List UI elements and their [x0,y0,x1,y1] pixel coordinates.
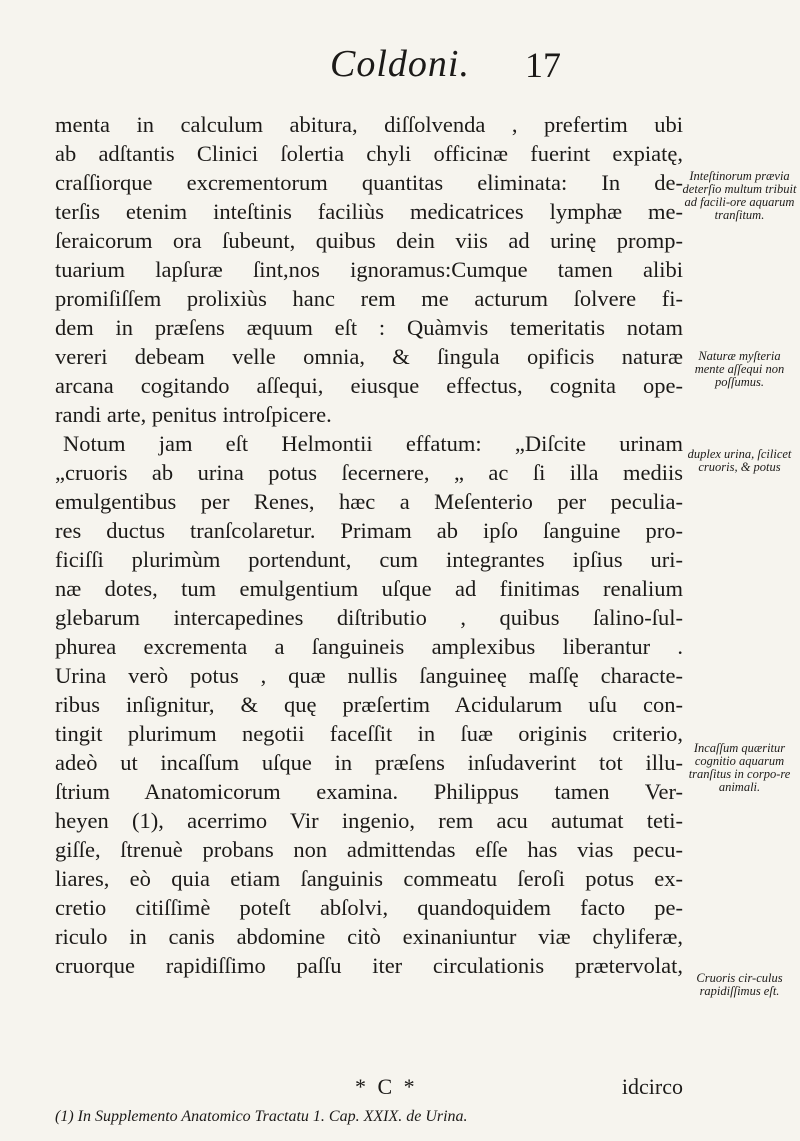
marginal-note: Naturæ myſteria mente aſſequi non poſſumus. [694,349,785,389]
text-line: dem in præſens æquum eſt : Quàmvis temeritatis notam [55,315,683,340]
signature-mark: * C * [355,1074,418,1099]
text-line: craſſiorque excrementorum quantitas eliminata: In de- [55,170,683,195]
text-line: cruorque rapidiſſimo paſſu iter circulationis prætervolat, [55,953,683,978]
text-line: vereri debeam velle omnia, & ſingula opificis naturæ [55,344,683,369]
text-line: ribus inſignitur, & quę præſertim Acidularum uſu con- [55,692,683,717]
text-line: glebarum intercapedines diſtributio , quibus ſalino-ſul- [55,605,683,630]
text-line: terſis etenim inteſtinis faciliùs medicatrices lymphæ me- [55,199,683,224]
running-title: Coldoni. [330,43,470,85]
text-line: ſtrium Anatomicorum examina. Philippus tamen Ver- [55,779,683,804]
text-line: „cruoris ab urina potus ſecernere, „ ac ſi illa mediis [55,460,683,485]
text-line: arcana cogitando aſſequi, eiusque effectus, cognita ope- [55,373,683,398]
text-line: tingit plurimum negotii faceſſit in ſuæ originis criterio, [55,721,683,746]
marginal-note: Cruoris cir-culus rapidiſſimus eſt. [696,971,783,998]
text-line: tuarium lapſuræ ſint,nos ignoramus:Cumque tamen alibi [55,257,683,282]
text-line: adeò ut incaſſum uſque in præſens inſudaverint tot illu- [55,750,683,775]
marginal-note: duplex urina, ſcilicet cruoris, & potus [687,447,792,474]
signature-line [55,1074,683,1100]
text-line: randi arte, penitus introſpicere. [55,402,332,427]
text-line: ab adſtantis Clinici ſolertia chyli officinæ fuerint expiatę, [55,141,683,166]
catchword: idcirco [621,1074,683,1099]
text-line: giſſe, ſtrenuè probans non admittendas eſſe has vias pecu- [55,837,683,862]
page-number: 17 [525,45,561,85]
text-line: phurea excrementa a ſanguineis amplexibus liberantur . [55,634,683,659]
text-line: heyen (1), acerrimo Vir ingenio, rem acu autumat teti- [55,808,683,833]
text-line: res ductus tranſcolaretur. Primam ab ipſo ſanguine pro- [55,518,683,543]
text-line: emulgentibus per Renes, hæc a Meſenterio per peculia- [55,489,683,514]
body-text [55,110,683,980]
text-line: ficiſſi plurimùm portendunt, cum integrantes ipſius uri- [55,547,683,572]
footnote: (1) In Supplemento Anatomico Tractatu 1. Cap. XXIX. de Urina. [55,1108,468,1125]
text-line: ſeraicorum ora ſubeunt, quibus dein viis ad urinę promp- [55,228,683,253]
text-line: menta in calculum abitura, diſſolvenda , prefertim ubi [55,112,683,137]
text-line: promiſiſſem prolixiùs hanc rem me acturum ſolvere fi- [55,286,683,311]
text-line: næ dotes, tum emulgentium uſque ad finitimas renalium [55,576,683,601]
marginal-note: Incaſſum quæritur cognitio aquarum tranſitus in corpo-re animali. [688,741,791,794]
text-line: liares, eò quia etiam ſanguinis commeatu ſeroſi potus ex- [55,866,683,891]
text-line: Urina verò potus , quæ nullis ſanguineę maſſę characte- [55,663,683,688]
text-line: cretio citiſſimè poteſt abſolvi, quandoquidem facto pe- [55,895,683,920]
text-line: riculo in canis abdomine citò exinaniuntur viæ chyliferæ, [55,924,683,949]
marginal-note: Inteſtinorum prævia deterſio multum tribuit ad facili-ore aquarum tranſitum. [682,169,797,222]
text-line: Notum jam eſt Helmontii effatum: „Diſcite urinam [63,431,683,456]
